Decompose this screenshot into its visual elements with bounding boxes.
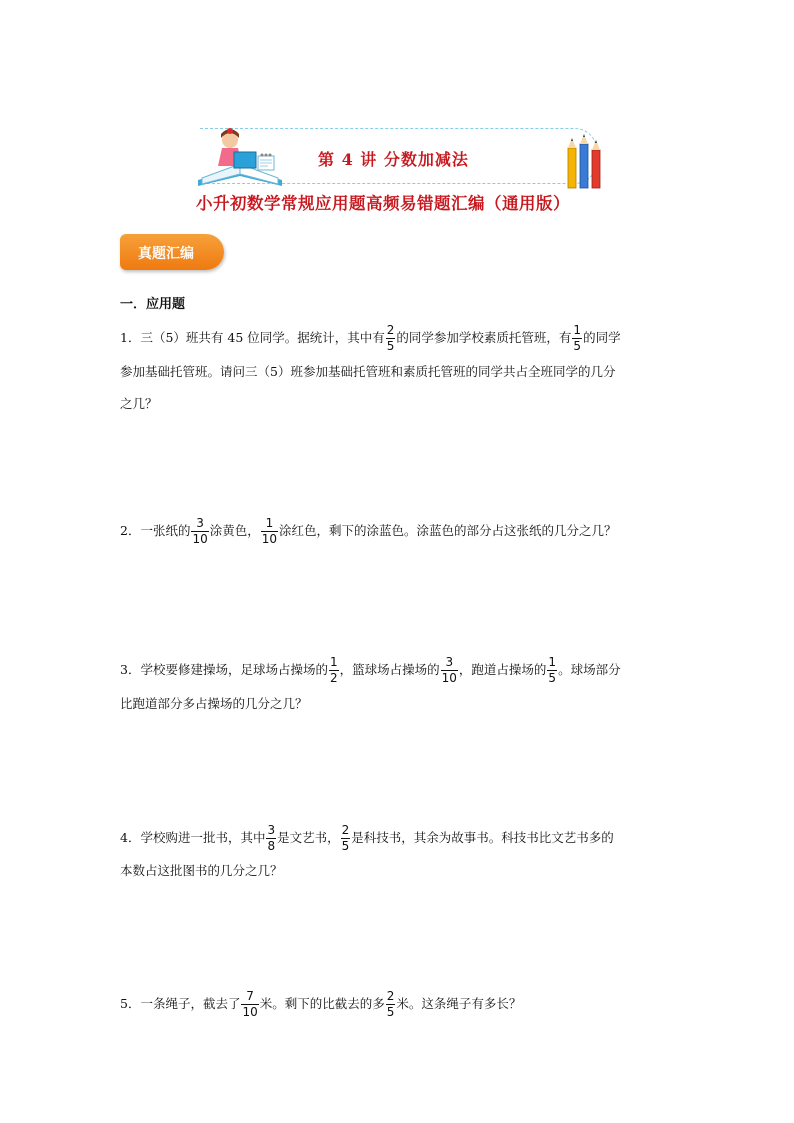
question-1-line-3: 之几？ [120, 396, 158, 411]
question-2-text-b: 涂黄色， [209, 523, 260, 538]
section-tab [120, 234, 224, 270]
fraction [386, 324, 396, 353]
question-2-line-1 [120, 517, 617, 546]
fraction [386, 990, 396, 1019]
question-1-line-2: 参加基础托管班。请问三（5）班参加基础托管班和素质托管班的同学共占全班同学的几分 [120, 364, 616, 379]
denominator: 2 [329, 671, 338, 685]
question-5-line-1 [120, 990, 521, 1019]
question-5-text-a: 5．一条绳子，截去了 [120, 996, 241, 1011]
question-1-text-b: 的同学参加学校素质托管班，有 [396, 330, 572, 345]
numerator: 3 [267, 823, 276, 837]
numerator: 2 [386, 323, 395, 337]
denominator: 5 [386, 339, 395, 353]
question-3-text-a: 3．学校要修建操场，足球场占操场的 [120, 662, 328, 677]
reading-girl-icon [196, 128, 288, 188]
document-subtitle: 小升初数学常规应用题高频易错题汇编（通用版） [196, 194, 570, 213]
question-2-text-c: 涂红色，剩下的涂蓝色。涂蓝色的部分占这张纸的几分之几？ [279, 523, 617, 538]
denominator: 10 [261, 532, 278, 546]
fraction [329, 656, 339, 685]
numerator: 3 [441, 656, 458, 671]
question-4-text-a: 4．学校购进一批书，其中 [120, 830, 266, 845]
question-1-line-1 [120, 324, 621, 353]
question-4-text-c: 是科技书，其余为故事书。科技书比文艺书多的 [351, 830, 614, 845]
fraction [547, 656, 557, 685]
denominator: 10 [192, 532, 208, 546]
numerator: 1 [329, 655, 338, 669]
numerator: 7 [241, 990, 258, 1005]
denominator: 10 [441, 671, 457, 685]
question-3-text-b: ，篮球场占操场的 [339, 662, 440, 677]
question-1-text-a: 1．三（5）班共有 45 位同学。据统计，其中有 [120, 330, 385, 345]
section-tab-label: 真题汇编 [138, 246, 194, 262]
numerator: 3 [191, 517, 208, 532]
numerator: 2 [386, 989, 395, 1003]
question-2-text-a: 2．一张纸的 [120, 523, 191, 538]
question-4-text-b: 是文艺书， [277, 830, 340, 845]
question-5-text-c: 米。这条绳子有多长？ [396, 996, 522, 1011]
fraction [191, 517, 208, 546]
question-3-line-2: 比跑道部分多占操场的几分之几？ [120, 696, 308, 711]
fraction [441, 656, 458, 685]
fraction [241, 990, 258, 1019]
denominator: 5 [548, 671, 557, 685]
fraction [261, 517, 278, 546]
fraction [572, 324, 582, 353]
denominator: 5 [341, 839, 350, 853]
lesson-title: 第 4 讲 分数加减法 [318, 150, 469, 169]
numerator: 2 [341, 823, 350, 837]
numerator: 1 [548, 655, 557, 669]
question-4-line-2: 本数占这批图书的几分之几？ [120, 863, 283, 878]
question-3-line-1 [120, 656, 621, 685]
question-4-line-1 [120, 824, 614, 853]
fraction [266, 824, 276, 853]
denominator: 10 [242, 1005, 258, 1019]
part-heading: 一．应用题 [120, 297, 186, 312]
denominator: 5 [386, 1005, 395, 1019]
question-5-text-b: 米。剩下的比截去的多 [259, 996, 385, 1011]
pencils-icon [560, 134, 608, 192]
numerator: 1 [261, 517, 278, 532]
question-3-text-c: ，跑道占操场的 [458, 662, 547, 677]
question-1-text-c: 的同学 [583, 330, 621, 345]
question-3-text-d: 。球场部分 [558, 662, 621, 677]
fraction [341, 824, 351, 853]
numerator: 1 [573, 323, 582, 337]
denominator: 8 [267, 839, 276, 853]
denominator: 5 [573, 339, 582, 353]
